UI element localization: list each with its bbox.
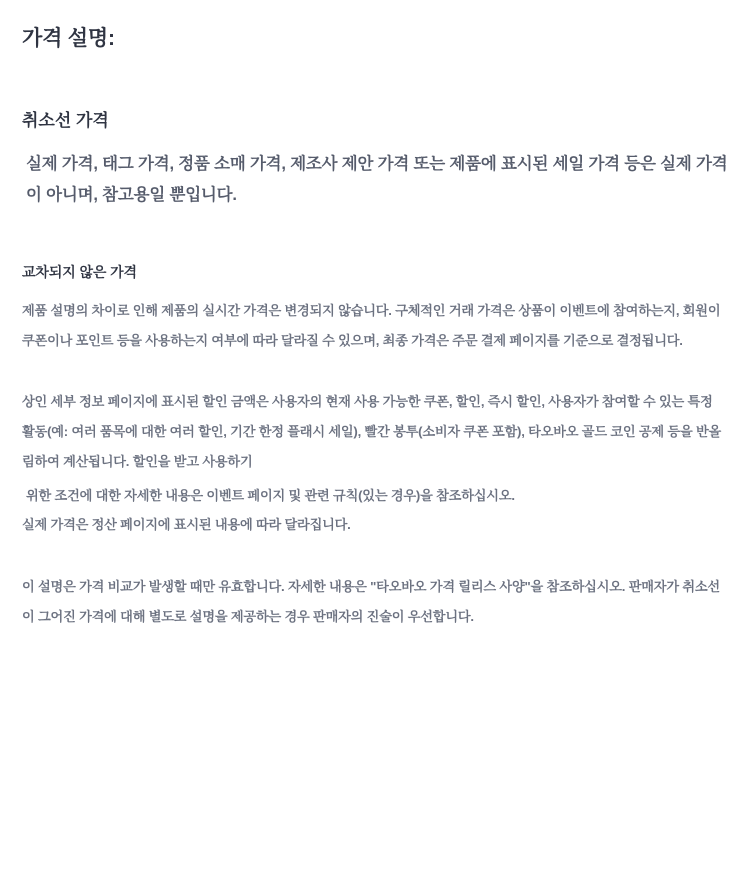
body-paragraph-5: 이 설명은 가격 비교가 발생할 때만 유효합니다. 자세한 내용은 "타오바오 가격 릴리스 사양"을 참조하십시오. 판매자가 취소선이 그어진 가격에 대해 별도로 설명을 제공하는 경우 판매자의 진술이 우선합니다. xyxy=(22,578,720,624)
body-paragraph-4: 실제 가격은 정산 페이지에 표시된 내용에 따라 달라집니다. xyxy=(22,517,351,533)
body-paragraph-2: 상인 세부 정보 페이지에 표시된 할인 금액은 사용자의 현재 사용 가능한 쿠폰, 할인, 즉시 할인, 사용자가 참여할 수 있는 특정 활동(예: 여러 품목에 대한 여러 할인, 기간 한정 플래시 세일), 빨간 봉투(소비자 쿠폰 포함), 타오바오 골드 코인 공제 등을 반올림하여 계산됩니다. 할인을 받고 사용하기 xyxy=(22,394,722,469)
page-title: 가격 설명: xyxy=(22,27,115,50)
subsection-title-non-crossed-price: 교차되지 않은 가격 xyxy=(22,264,137,281)
section-title-strikethrough-price: 취소선 가격 xyxy=(22,111,109,130)
body-paragraph-3: 위한 조건에 대한 자세한 내용은 이벤트 페이지 및 관련 규칙(있는 경우)을 참조하십시오. xyxy=(26,487,515,503)
body-paragraph-1: 제품 설명의 차이로 인해 제품의 실시간 가격은 변경되지 않습니다. 구체적인 거래 가격은 상품이 이벤트에 참여하는지, 회원이 쿠폰이나 포인트 등을 사용하는지 여부에 따라 달라질 수 있으며, 최종 가격은 주문 결제 페이지를 기준으로 결정됩니다. xyxy=(22,303,721,348)
lead-paragraph: 실제 가격, 태그 가격, 정품 소매 가격, 제조사 제안 가격 또는 제품에 표시된 세일 가격 등은 실제 가격이 아니며, 참고용일 뿐입니다. xyxy=(26,155,728,204)
